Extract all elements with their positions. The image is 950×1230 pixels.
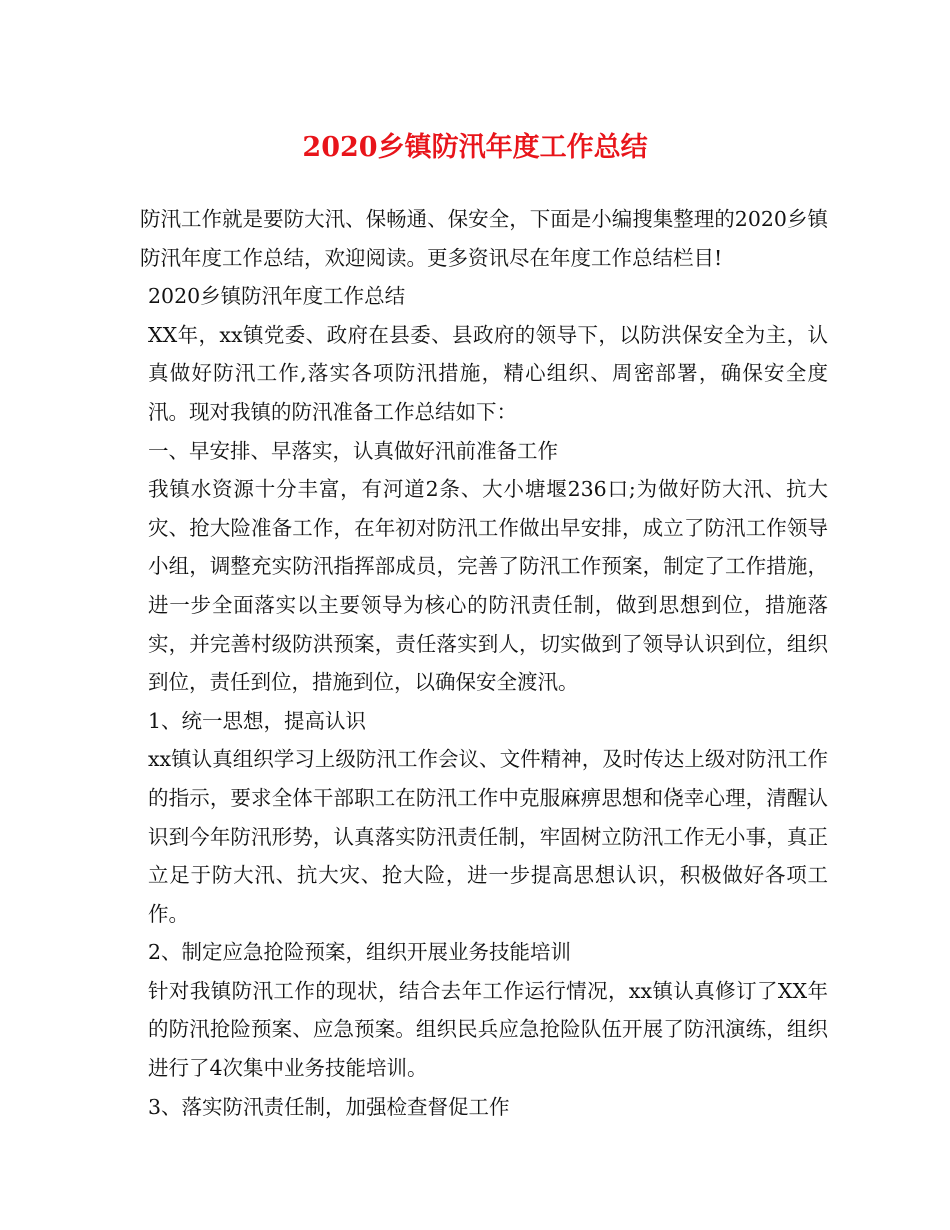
body-paragraph: xx镇认真组织学习上级防汛工作会议、文件精神，及时传达上级对防汛工作的指示，要求全体干部职工在防汛工作中克服麻痹思想和侥幸心理，清醒认识到今年防汛形势，认真落实防汛责任制，牢固树立防汛工作无小事，真正立足于防大汛、抗大灾、抢大险，进一步提高思想认识，积极做好各项工作。 bbox=[148, 747, 828, 926]
subtitle-line: 2020乡镇防汛年度工作总结 bbox=[148, 284, 406, 309]
body-paragraph: XX年，xx镇党委、政府在县委、县政府的领导下，以防洪保安全为主，认真做好防汛工作,落实各项防汛措施，精心组织、周密部署，确保安全度汛。现对我镇的防汛准备工作总结如下： bbox=[148, 322, 828, 424]
section-heading: 2、制定应急抢险预案，组织开展业务技能培训 bbox=[148, 940, 572, 965]
section-heading: 3、落实防汛责任制，加强检查督促工作 bbox=[148, 1094, 510, 1119]
section-heading: 一、早安排、早落实，认真做好汛前准备工作 bbox=[148, 438, 558, 463]
intro-paragraph: 防汛工作就是要防大汛、保畅通、保安全，下面是小编搜集整理的2020乡镇防汛年度工作总结，欢迎阅读。更多资讯尽在年度工作总结栏目! bbox=[140, 207, 828, 270]
body-paragraph: 我镇水资源十分丰富，有河道2条、大小塘堰236口;为做好防大汛、抗大灾、抢大险准备工作，在年初对防汛工作做出早安排，成立了防汛工作领导小组，调整充实防汛指挥部成员，完善了防汛工作预案，制定了工作措施，进一步全面落实以主要领导为核心的防汛责任制，做到思想到位，措施落实，并完善村级防洪预案，责任落实到人，切实做到了领导认识到位，组织到位，责任到位，措施到位，以确保安全渡汛。 bbox=[148, 477, 828, 695]
section-heading: 1、统一思想，提高认识 bbox=[148, 708, 367, 733]
body-paragraph: 针对我镇防汛工作的现状，结合去年工作运行情况，xx镇认真修订了XX年的防汛抢险预案、应急预案。组织民兵应急抢险队伍开展了防汛演练，组织进行了4次集中业务技能培训。 bbox=[148, 978, 828, 1081]
document-body bbox=[140, 200, 828, 1126]
document-title: 2020乡镇防汛年度工作总结 bbox=[302, 132, 648, 163]
